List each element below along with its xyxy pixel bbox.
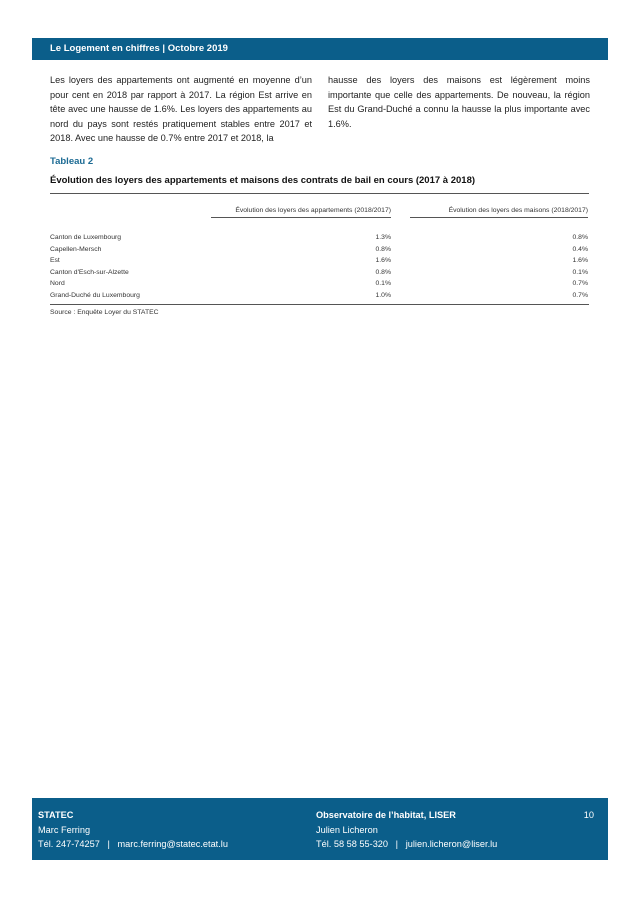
right-column-text: hausse des loyers des maisons est légèrement moins importante que celle des appartements. De nouveau, la région Est du Grand-Duché a connu la hausse la plus importante avec 1.6%. (328, 75, 590, 129)
footer-org: STATEC (38, 810, 74, 820)
table-caption: Tableau 2 (50, 156, 94, 167)
footer-contact-liser (316, 808, 497, 852)
row-label: Canton d'Esch-sur-Alzette (50, 268, 129, 276)
body-text (50, 73, 590, 146)
column-header-underline (211, 217, 391, 218)
houses-value: 0.7% (572, 280, 588, 288)
left-column-text: Les loyers des appartements ont augmenté en moyenne d’un pour cent en 2018 par rapport à 2017. La région Est arrive en tête avec une hausse de 1.6%. Les loyers des appartements au nord du pays sont restés pratiquement stables entre 2017 et 2018. Avec une hausse de 0.7% entre 2017 et 2018, la (50, 75, 312, 144)
footer-contact-details: Tél. 247-74257 | marc.ferring@statec.etat.lu (38, 839, 228, 849)
header-bar (32, 38, 608, 60)
row-label: Est (50, 257, 60, 265)
apartments-value: 1.6% (375, 257, 391, 265)
row-label: Canton de Luxembourg (50, 234, 122, 241)
apartments-value: 0.8% (375, 245, 391, 253)
column-header-underline (410, 217, 588, 218)
header-title: Le Logement en chiffres | Octobre 2019 (50, 43, 228, 54)
houses-value: 0.8% (572, 234, 588, 241)
footer-contact-name: Julien Licheron (316, 824, 378, 835)
houses-value: 0.4% (572, 245, 588, 253)
apartments-value: 0.8% (375, 268, 391, 276)
table-top-rule (50, 193, 589, 194)
table-row (50, 290, 589, 302)
row-label: Nord (50, 280, 65, 288)
column-header-apartments: Évolution des loyers des appartements (2018/2017) (235, 207, 391, 214)
row-label: Capellen-Mersch (50, 245, 102, 253)
table-row (50, 267, 589, 279)
table-source: Source : Enquête Loyer du STATEC (50, 309, 159, 316)
table-title: Évolution des loyers des appartements et maisons des contrats de bail en cours (2017 à 2018) (50, 175, 476, 186)
houses-value: 0.1% (572, 268, 588, 276)
table-bottom-rule (50, 304, 589, 305)
footer-contact-details: Tél. 58 58 55-320 | julien.licheron@liser.lu (316, 839, 498, 849)
apartments-value: 0.1% (375, 280, 391, 288)
footer-contact-statec (38, 808, 228, 852)
table-row (50, 232, 589, 244)
table-row (50, 244, 589, 256)
row-label: Grand-Duché du Luxembourg (50, 291, 140, 299)
apartments-value: 1.3% (375, 234, 391, 241)
column-header-houses: Évolution des loyers des maisons (2018/2017) (448, 207, 588, 214)
footer-bar (32, 798, 608, 860)
houses-value: 1.6% (572, 257, 588, 265)
apartments-value: 1.0% (375, 291, 391, 299)
data-table (50, 232, 589, 302)
footer-contact-name: Marc Ferring (38, 824, 91, 835)
page-number: 10 (583, 810, 594, 820)
footer-org: Observatoire de l’habitat, LISER (316, 810, 456, 820)
table-row (50, 278, 589, 290)
houses-value: 0.7% (572, 291, 588, 299)
table-row (50, 255, 589, 267)
